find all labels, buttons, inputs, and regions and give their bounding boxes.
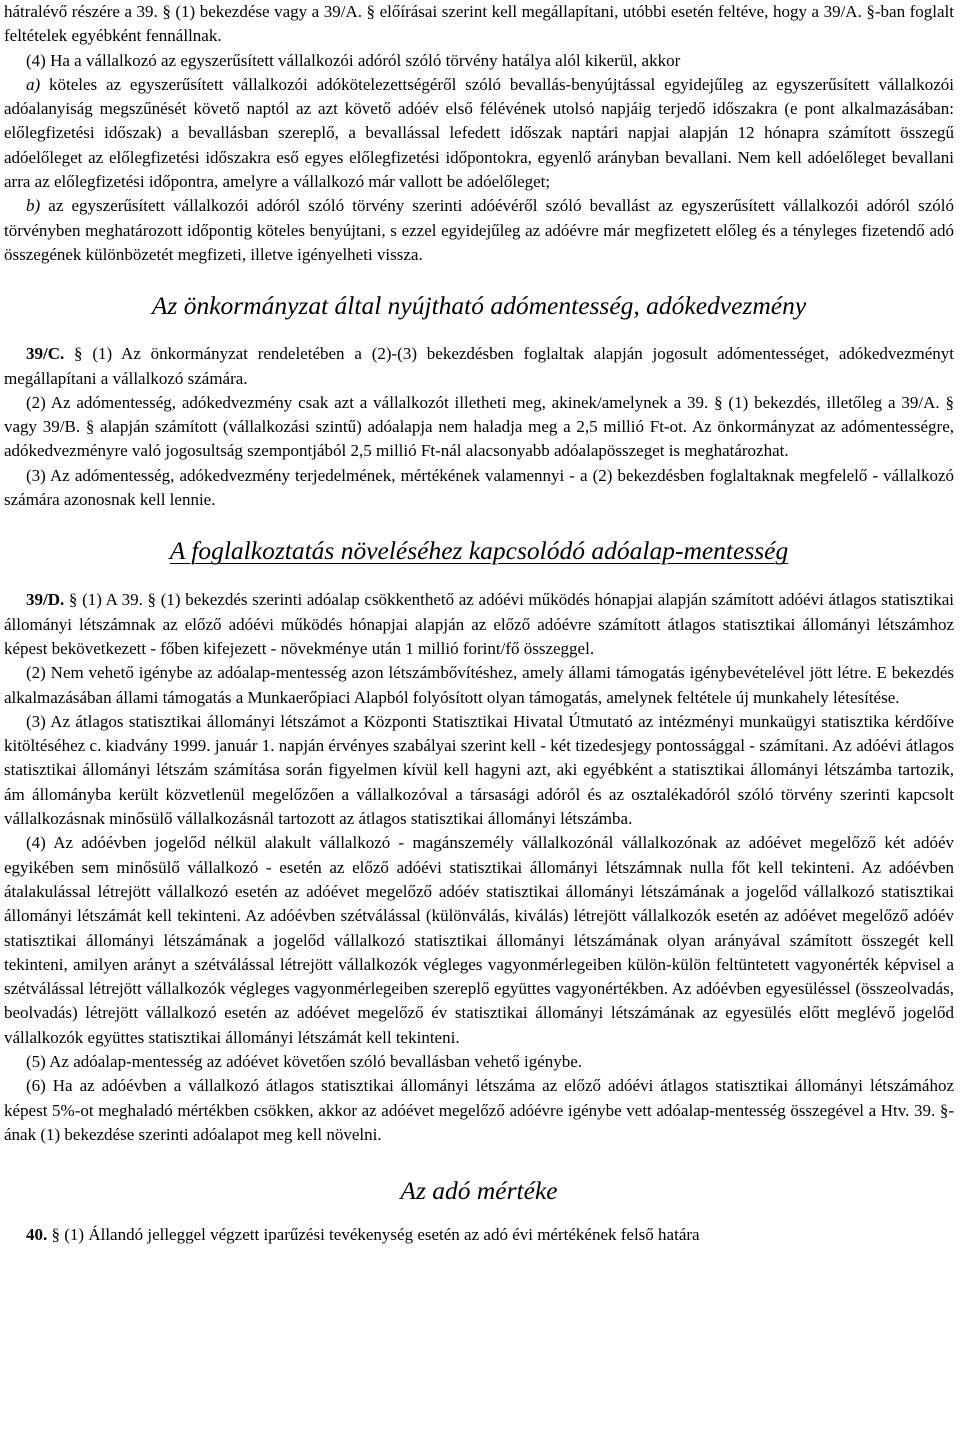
section-heading-foglalkoztatas xyxy=(4,536,954,566)
paragraph-text: § (1) Állandó jelleggel végzett iparűzési tevékenység esetén az adó évi mértékének felső határa xyxy=(47,1225,700,1245)
paragraph-39c-2: (2) Az adómentesség, adókedvezmény csak azt a vállalkozót illetheti meg, akinek/amelynek a 39. § (1) bekezdés, illetőleg a 39/A. § vagy 39/B. § alapján számított (vállalkozási szintű) adóalapja nem haladja meg a 2,5 millió Ft-ot. Az önkormányzat az adómentességre, adókedvezményre való jogosultság szempontjából 2,5 millió Ft-nál alacsonyabb adóalapösszeget is meghatározhat. xyxy=(4,392,954,461)
paragraph-39c-1 xyxy=(4,342,954,391)
intro-point-b xyxy=(4,194,954,267)
spacer xyxy=(4,1206,954,1223)
spacer xyxy=(4,321,954,342)
paragraph-39d-3: (3) Az átlagos statisztikai állományi létszámot a Központi Statisztikai Hivatal Útmutató az intézményi munkaügyi statisztika kérdőíve kitöltéséhez c. kiadvány 1999. január 1. napján érvényes szabályai szerint kell - két tizedesjegy pontossággal - számítani. Az adóévi átlagos statisztikai állományi létszám számítása során figyelmen kívül kell hagyni azt, aki egyébként a statisztikai állományi létszámba tartozik, ám állományba került közvetlenül megelőzően a vállalkozóval a társasági adóról és az osztalékadóról szóló törvény szerinti kapcsolt vállalkozásnak minősülő vállalkozásnál tartozott az átlagos statisztikai állományi létszámba. xyxy=(4,711,954,829)
spacer xyxy=(4,512,954,536)
point-a-label: a) xyxy=(26,74,41,94)
document-page xyxy=(4,0,954,1247)
paragraph-39c-3: (3) Az adómentesség, adókedvezmény terjedelmének, mértékének valamennyi - a (2) bekezdésben foglaltaknak megfelelő - vállalkozó számára azonosnak kell lennie. xyxy=(4,465,954,510)
paragraph-40-1 xyxy=(4,1223,954,1247)
paragraph-number: 39/D. xyxy=(26,590,65,610)
paragraph-text: § (1) A 39. § (1) bekezdés szerinti adóalap csökkenthető az adóévi működés hónapjai alapján számított adóévi átlagos statisztikai állományi létszámnak az előző adóévi működés hónapjai alapján az előző adóévre számított átlagos statisztikai állományi létszámhoz képest bekövetkezett - főben kifejezett - növekménye után 1 millió forint/fő összeggel. xyxy=(4,590,954,658)
point-b-text: az egyszerűsített vállalkozói adóról szóló törvény szerinti adóévéről szóló bevallást az egyszerűsített vállalkozói adóról szóló törvényben meghatározott időpontig köteles benyújtani, s ezzel egyidejűleg az adóévre már megfizetett előleg és a tényleges fizetendő adó összegének különbözetét megfizeti, illetve igényelheti vissza. xyxy=(4,196,954,264)
intro-paragraph-2: (4) Ha a vállalkozó az egyszerűsített vállalkozói adóról szóló törvény hatálya alól kikerül, akkor xyxy=(26,50,681,70)
paragraph-39d-1 xyxy=(4,588,954,661)
point-b-label: b) xyxy=(26,196,41,216)
paragraph-39d-4: (4) Az adóévben jogelőd nélkül alakult vállalkozó - magánszemély vállalkozónál vállalkozónak az adóévet megelőző két adóév egyikében sem minősülő vállalkozó - esetén az előző adóévi statisztikai állományi létszámnak nulla főt kell tekinteni. Az adóévben átalakulással létrejött vállalkozó esetén az adóévet megelőző adóév statisztikai állományi létszámának a jogelőd vállalkozó statisztikai állományi létszámát kell tekinteni. Az adóévben szétválással (különválás, kiválás) létrejött vállalkozók esetén az adóévet megelőző adóév statisztikai állományi létszámának a jogelőd vállalkozó statisztikai állományi létszámának olyan arányával számított összegét kell tekinteni, amilyen arányt a szétválással létrejött vállalkozók végleges vagyonmérlegeiben külön-külön feltüntetett vagyonérték képvisel a szétválással létrejött vállalkozók végleges vagyonmérlegeiben szereplő együttes vagyonértékben. Az adóévben egyesüléssel (összeolvadás, beolvadás) létrejött vállalkozó esetén az adóévet megelőző év statisztikai állományi létszámának az egyesülés előtt meglévő jogelőd vállalkozók együttes statisztikai állományi létszámát kell tekinteni. xyxy=(4,833,954,1047)
spacer xyxy=(4,267,954,291)
intro-paragraph-1: hátralévő részére a 39. § (1) bekezdése vagy a 39/A. § előírásai szerint kell megállapítani, utóbbi esetén feltéve, hogy a 39/A. §-ban foglalt feltételek egyébként fennállnak. xyxy=(4,2,954,46)
intro-point-a xyxy=(4,73,954,194)
paragraph-number: 40. xyxy=(26,1225,48,1245)
spacer xyxy=(4,566,954,588)
section-heading-ado-merteke: Az adó mértéke xyxy=(400,1176,558,1206)
paragraph-number: 39/C. xyxy=(26,344,65,364)
paragraph-39d-6: (6) Ha az adóévben a vállalkozó átlagos statisztikai állományi létszáma az előző adóévi átlagos statisztikai állományi létszámához képest 5%-ot meghaladó mértékben csökken, akkor az adóévet megelőző adóévre igénybe vett adóalap-mentesség összegével a Htv. 39. §-ának (1) bekezdése szerinti adóalapot meg kell növelni. xyxy=(4,1076,954,1144)
spacer xyxy=(4,1147,954,1176)
paragraph-text: § (1) Az önkormányzat rendeletében a (2)-(3) bekezdésben foglaltak alapján jogosult adómentességet, adókedvezményt megállapítani a vállalkozó számára. xyxy=(4,344,954,388)
point-a-text: köteles az egyszerűsített vállalkozói adókötelezettségéről szóló bevallás-benyújtással egyidejűleg az egyszerűsített vállalkozói adóalanyiság megszűnését követő naptól az azt követő adóév első félévének utolsó napjáig terjedő időszakra (e pont alkalmazásában: előlegfizetési időszak) a bevallásban szereplő, a bevallással lefedett időszak naptári napjai alapján 12 hónapra számított összegű adóelőleget az előlegfizetési időszakra eső egyes előlegfizetési időpontokra, egyenlő arányban bevallani. Nem kell adóelőleget bevallani arra az előlegfizetési időpontra, amelyre a vállalkozó már vallott be adóelőleget; xyxy=(4,74,954,192)
section-heading-adomentesseg: Az önkormányzat által nyújtható adómentesség, adókedvezmény xyxy=(151,291,807,321)
section-heading-text: A foglalkoztatás növeléséhez kapcsolódó adóalap-mentesség xyxy=(169,536,789,566)
paragraph-39d-2: (2) Nem vehető igénybe az adóalap-mentesség azon létszámbővítéshez, amely állami támogatás igénybevételével jött létre. E bekezdés alkalmazásában állami támogatás a Munkaerőpiaci Alapból folyósított olyan támogatás, amelynek feltétele új munkahely létesítése. xyxy=(4,663,954,707)
paragraph-39d-5: (5) Az adóalap-mentesség az adóévet követően szóló bevallásban vehető igénybe. xyxy=(26,1051,583,1071)
